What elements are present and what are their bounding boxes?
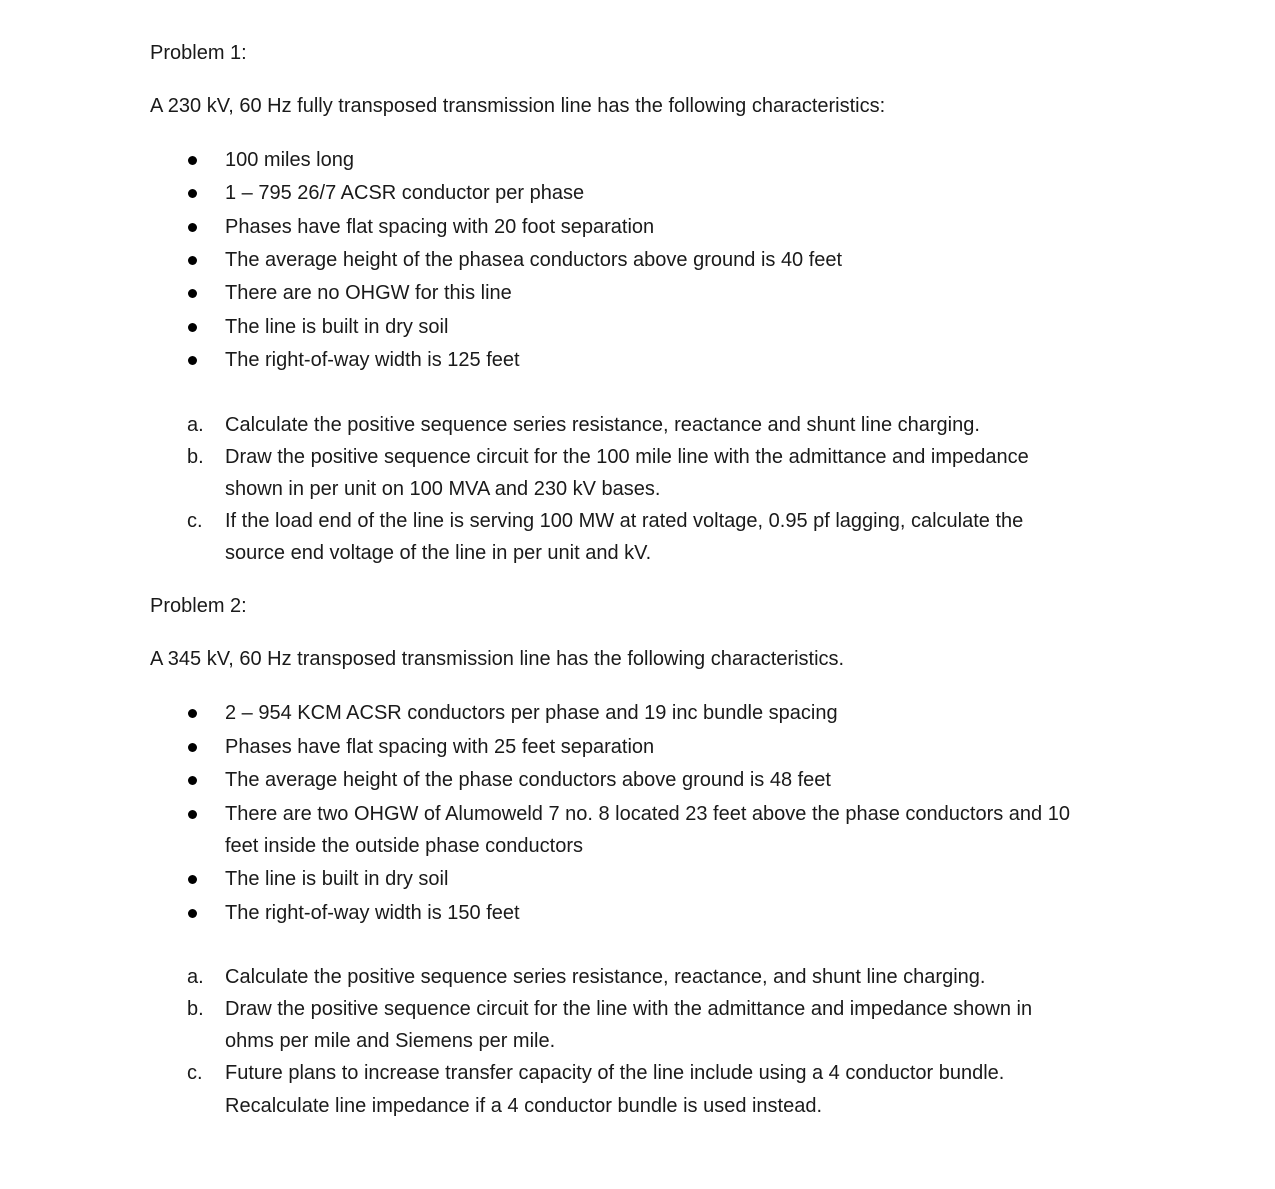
list-item-text: There are two OHGW of Alumoweld 7 no. 8 located 23 feet above the phase conductors and 10: [225, 803, 1070, 825]
list-item-text: Phases have flat spacing with 20 foot separation: [225, 216, 655, 238]
list-item-text: 1 – 795 26/7 ACSR conductor per phase: [225, 182, 585, 204]
list-item-text: The line is built in dry soil: [225, 868, 449, 890]
list-item-text: There are no OHGW for this line: [225, 282, 512, 304]
problem-1-title: Problem 1:: [150, 42, 247, 64]
task-text: ohms per mile and Siemens per mile.: [225, 1030, 556, 1052]
list-item-text: Phases have flat spacing with 25 feet separation: [225, 736, 655, 758]
bullet-icon: [188, 743, 197, 752]
bullet-icon: [188, 356, 197, 365]
bullet-icon: [188, 223, 197, 232]
task-marker: a.: [187, 966, 204, 988]
task-marker: c.: [187, 510, 203, 532]
list-item-text: 2 – 954 KCM ACSR conductors per phase and 19 inc bundle spacing: [225, 702, 838, 724]
bullet-icon: [188, 156, 197, 165]
bullet-icon: [188, 709, 197, 718]
bullet-icon: [188, 323, 197, 332]
list-item-text: The average height of the phase conductors above ground is 48 feet: [225, 769, 831, 791]
problem-1-intro: A 230 kV, 60 Hz fully transposed transmission line has the following characteristics:: [150, 95, 886, 117]
task-text: Calculate the positive sequence series resistance, reactance, and shunt line charging.: [225, 966, 986, 988]
list-item-text: The right-of-way width is 150 feet: [225, 902, 520, 924]
list-item-text: The line is built in dry soil: [225, 316, 449, 338]
task-text: Draw the positive sequence circuit for the line with the admittance and impedance shown in: [225, 998, 1033, 1020]
bullet-icon: [188, 776, 197, 785]
task-text: Future plans to increase transfer capacity of the line include using a 4 conductor bundle.: [225, 1062, 1005, 1084]
problem-2-title: Problem 2:: [150, 595, 247, 617]
task-marker: c.: [187, 1062, 203, 1084]
task-text: If the load end of the line is serving 100 MW at rated voltage, 0.95 pf lagging, calculate the: [225, 510, 1024, 532]
task-marker: a.: [187, 414, 204, 436]
list-item-text: feet inside the outside phase conductors: [225, 835, 584, 857]
problem-2-intro: A 345 kV, 60 Hz transposed transmission line has the following characteristics.: [150, 648, 845, 670]
task-text: shown in per unit on 100 MVA and 230 kV bases.: [225, 478, 661, 500]
task-marker: b.: [187, 446, 204, 468]
bullet-icon: [188, 189, 197, 198]
bullet-icon: [188, 875, 197, 884]
list-item-text: The right-of-way width is 125 feet: [225, 349, 520, 371]
list-item-text: 100 miles long: [225, 149, 354, 171]
bullet-icon: [188, 289, 197, 298]
bullet-icon: [188, 256, 197, 265]
list-item-text: The average height of the phasea conductors above ground is 40 feet: [225, 249, 843, 271]
bullet-icon: [188, 909, 197, 918]
task-text: Calculate the positive sequence series resistance, reactance and shunt line charging.: [225, 414, 980, 436]
bullet-icon: [188, 810, 197, 819]
task-text: source end voltage of the line in per unit and kV.: [225, 542, 652, 564]
task-marker: b.: [187, 998, 204, 1020]
task-text: Recalculate line impedance if a 4 conductor bundle is used instead.: [225, 1095, 823, 1117]
task-text: Draw the positive sequence circuit for the 100 mile line with the admittance and impedance: [225, 446, 1029, 468]
